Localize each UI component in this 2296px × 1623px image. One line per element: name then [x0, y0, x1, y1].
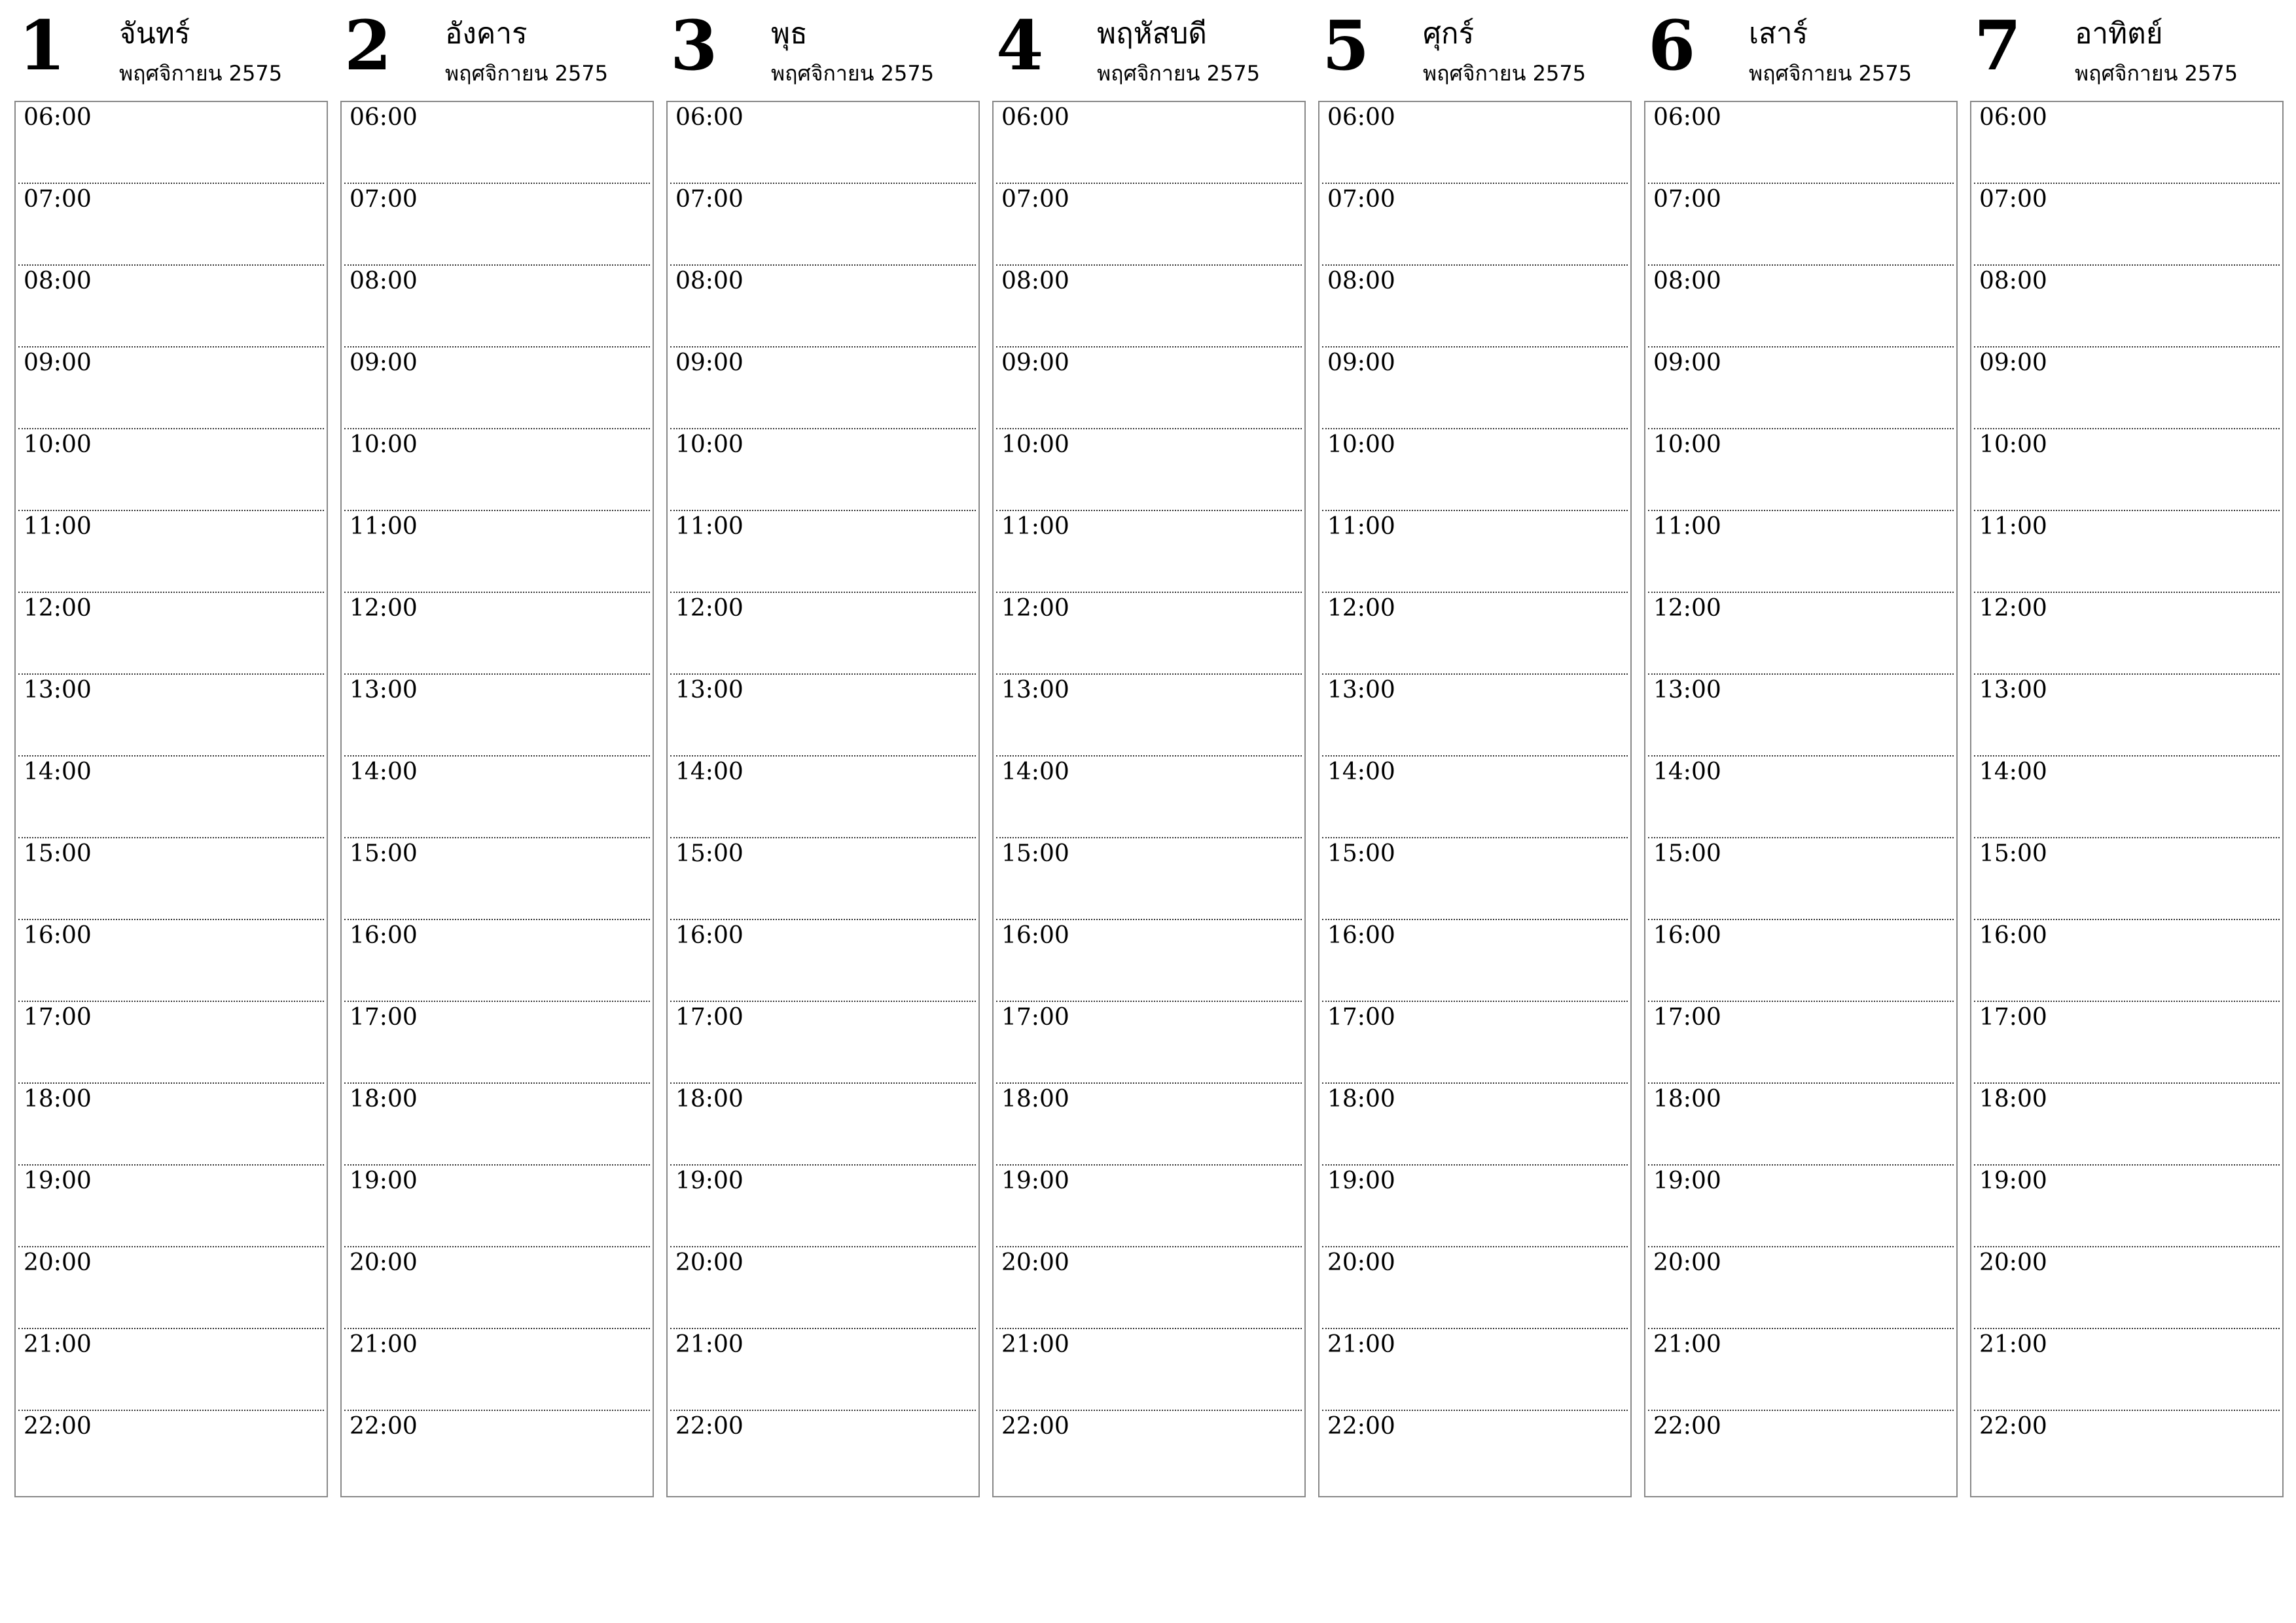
time-slot[interactable]: [344, 593, 650, 675]
time-label: 15:00: [1327, 840, 1395, 867]
time-label: 19:00: [1653, 1168, 1721, 1194]
time-label: 12:00: [1327, 595, 1395, 622]
time-label: 15:00: [675, 840, 744, 867]
time-slot[interactable]: [670, 348, 976, 429]
time-label: 21:00: [675, 1331, 744, 1358]
time-slot[interactable]: [670, 266, 976, 348]
day-month-year: พฤศจิกายน 2575: [119, 61, 283, 86]
time-slot[interactable]: [670, 1411, 976, 1493]
time-label: 13:00: [24, 677, 92, 704]
time-slot[interactable]: [1974, 1411, 2280, 1493]
time-label: 13:00: [1327, 677, 1395, 704]
time-slot[interactable]: [344, 184, 650, 266]
time-label: 17:00: [675, 1004, 744, 1031]
time-label: 15:00: [1653, 840, 1721, 867]
day-number: 3: [670, 5, 718, 86]
time-slot[interactable]: [1322, 1002, 1628, 1084]
time-slot[interactable]: [1648, 1002, 1954, 1084]
day-month-year: พฤศจิกายน 2575: [2075, 61, 2238, 86]
time-label: 07:00: [1001, 186, 1069, 213]
time-label: 19:00: [350, 1168, 418, 1194]
time-label: 13:00: [1979, 677, 2047, 704]
time-slot[interactable]: [18, 348, 324, 429]
time-slot[interactable]: [344, 511, 650, 593]
time-slot[interactable]: [1974, 348, 2280, 429]
time-label: 16:00: [675, 922, 744, 949]
time-slot[interactable]: [996, 184, 1302, 266]
time-label: 12:00: [675, 595, 744, 622]
time-slot[interactable]: [996, 266, 1302, 348]
time-label: 15:00: [1979, 840, 2047, 867]
time-slot[interactable]: [1648, 348, 1954, 429]
time-slot[interactable]: [996, 1247, 1302, 1329]
time-slot[interactable]: [670, 1166, 976, 1247]
time-slot[interactable]: [18, 757, 324, 838]
time-slot[interactable]: [996, 429, 1302, 511]
time-slot[interactable]: [1974, 1247, 2280, 1329]
time-slot[interactable]: [18, 429, 324, 511]
time-slot[interactable]: [344, 1166, 650, 1247]
time-label: 06:00: [1653, 104, 1721, 131]
time-label: 11:00: [675, 513, 744, 540]
time-label: 09:00: [1653, 349, 1721, 376]
time-slot[interactable]: [996, 511, 1302, 593]
time-label: 17:00: [1327, 1004, 1395, 1031]
time-slot[interactable]: [1322, 757, 1628, 838]
day-column: [14, 0, 328, 1499]
time-label: 10:00: [1653, 431, 1721, 458]
time-slot[interactable]: [18, 1166, 324, 1247]
time-label: 08:00: [1653, 268, 1721, 294]
time-slot[interactable]: [18, 511, 324, 593]
time-slot[interactable]: [670, 184, 976, 266]
time-slot[interactable]: [344, 266, 650, 348]
day-time-grid: [340, 101, 654, 1497]
day-month-year: พฤศจิกายน 2575: [1097, 61, 1261, 86]
time-slot[interactable]: [670, 1084, 976, 1166]
time-label: 22:00: [675, 1413, 744, 1440]
time-label: 16:00: [1979, 922, 2047, 949]
time-slot[interactable]: [1974, 266, 2280, 348]
time-slot[interactable]: [344, 675, 650, 757]
time-label: 14:00: [1653, 758, 1721, 785]
time-slot[interactable]: [1648, 675, 1954, 757]
day-header: [1318, 0, 1632, 101]
time-slot[interactable]: [1974, 429, 2280, 511]
time-slot[interactable]: [1648, 429, 1954, 511]
time-slot[interactable]: [1322, 348, 1628, 429]
time-slot[interactable]: [344, 348, 650, 429]
time-label: 18:00: [675, 1086, 744, 1113]
time-label: 19:00: [1979, 1168, 2047, 1194]
time-slot[interactable]: [344, 1247, 650, 1329]
time-label: 22:00: [1653, 1413, 1721, 1440]
time-label: 11:00: [1653, 513, 1721, 540]
time-slot[interactable]: [1322, 184, 1628, 266]
time-slot[interactable]: [1648, 1329, 1954, 1411]
time-label: 21:00: [1327, 1331, 1395, 1358]
time-label: 15:00: [24, 840, 92, 867]
time-label: 12:00: [1979, 595, 2047, 622]
time-slot[interactable]: [996, 920, 1302, 1002]
day-time-grid: [666, 101, 980, 1497]
time-slot[interactable]: [1322, 1329, 1628, 1411]
time-label: 21:00: [1653, 1331, 1721, 1358]
time-label: 10:00: [350, 431, 418, 458]
time-slot[interactable]: [1974, 675, 2280, 757]
day-time-grid: [1970, 101, 2284, 1497]
time-label: 21:00: [1001, 1331, 1069, 1358]
time-label: 10:00: [675, 431, 744, 458]
time-slot[interactable]: [1648, 1166, 1954, 1247]
day-name: อังคาร: [445, 17, 528, 50]
time-label: 13:00: [1001, 677, 1069, 704]
time-label: 18:00: [1327, 1086, 1395, 1113]
time-label: 09:00: [350, 349, 418, 376]
time-slot[interactable]: [344, 757, 650, 838]
time-label: 07:00: [350, 186, 418, 213]
time-label: 07:00: [24, 186, 92, 213]
time-slot[interactable]: [1648, 1084, 1954, 1166]
time-slot[interactable]: [1974, 920, 2280, 1002]
day-column: [1970, 0, 2284, 1499]
time-slot[interactable]: [18, 1002, 324, 1084]
time-slot[interactable]: [996, 675, 1302, 757]
day-name: อาทิตย์: [2075, 17, 2163, 50]
time-label: 22:00: [1001, 1413, 1069, 1440]
time-label: 18:00: [350, 1086, 418, 1113]
time-slot[interactable]: [670, 920, 976, 1002]
day-column: [992, 0, 1306, 1499]
time-label: 19:00: [24, 1168, 92, 1194]
time-label: 06:00: [675, 104, 744, 131]
day-number: 2: [344, 5, 392, 86]
time-slot[interactable]: [344, 102, 650, 184]
time-label: 18:00: [1001, 1086, 1069, 1113]
time-label: 08:00: [1001, 268, 1069, 294]
time-slot[interactable]: [18, 266, 324, 348]
time-label: 06:00: [1001, 104, 1069, 131]
time-label: 22:00: [24, 1413, 92, 1440]
time-slot[interactable]: [1322, 102, 1628, 184]
time-label: 21:00: [24, 1331, 92, 1358]
time-label: 13:00: [675, 677, 744, 704]
time-label: 11:00: [1001, 513, 1069, 540]
time-slot[interactable]: [344, 920, 650, 1002]
time-label: 17:00: [24, 1004, 92, 1031]
time-label: 19:00: [675, 1168, 744, 1194]
time-label: 14:00: [1001, 758, 1069, 785]
time-label: 14:00: [675, 758, 744, 785]
time-label: 08:00: [1979, 268, 2047, 294]
time-label: 14:00: [1979, 758, 2047, 785]
time-label: 16:00: [1327, 922, 1395, 949]
time-label: 20:00: [1653, 1249, 1721, 1276]
day-column: [666, 0, 980, 1499]
time-label: 14:00: [1327, 758, 1395, 785]
time-slot[interactable]: [670, 511, 976, 593]
day-time-grid: [1318, 101, 1632, 1497]
time-label: 12:00: [1653, 595, 1721, 622]
time-slot[interactable]: [996, 1084, 1302, 1166]
day-month-year: พฤศจิกายน 2575: [1749, 61, 1912, 86]
day-number: 1: [18, 5, 66, 86]
time-slot[interactable]: [18, 593, 324, 675]
time-label: 21:00: [1979, 1331, 2047, 1358]
time-slot[interactable]: [1322, 675, 1628, 757]
time-label: 16:00: [1001, 922, 1069, 949]
time-slot[interactable]: [1974, 1166, 2280, 1247]
time-label: 14:00: [350, 758, 418, 785]
time-label: 07:00: [1979, 186, 2047, 213]
day-name: จันทร์: [119, 17, 190, 50]
time-label: 18:00: [1979, 1086, 2047, 1113]
time-label: 08:00: [675, 268, 744, 294]
time-slot[interactable]: [670, 675, 976, 757]
time-slot[interactable]: [18, 1247, 324, 1329]
time-slot[interactable]: [996, 593, 1302, 675]
time-label: 08:00: [24, 268, 92, 294]
time-label: 20:00: [350, 1249, 418, 1276]
day-time-grid: [992, 101, 1306, 1497]
day-column: [1644, 0, 1958, 1499]
time-label: 13:00: [1653, 677, 1721, 704]
time-slot[interactable]: [670, 1002, 976, 1084]
time-slot[interactable]: [670, 838, 976, 920]
time-slot[interactable]: [1648, 511, 1954, 593]
time-slot[interactable]: [1974, 511, 2280, 593]
time-slot[interactable]: [996, 102, 1302, 184]
time-label: 09:00: [675, 349, 744, 376]
time-slot[interactable]: [344, 838, 650, 920]
time-slot[interactable]: [18, 1411, 324, 1493]
time-label: 10:00: [24, 431, 92, 458]
time-label: 10:00: [1979, 431, 2047, 458]
day-header: [1644, 0, 1958, 101]
time-slot[interactable]: [670, 1329, 976, 1411]
time-slot[interactable]: [670, 757, 976, 838]
time-slot[interactable]: [344, 1084, 650, 1166]
time-slot[interactable]: [1974, 102, 2280, 184]
time-slot[interactable]: [996, 757, 1302, 838]
time-slot[interactable]: [996, 838, 1302, 920]
time-label: 21:00: [350, 1331, 418, 1358]
time-label: 06:00: [24, 104, 92, 131]
time-label: 20:00: [1979, 1249, 2047, 1276]
time-slot[interactable]: [1322, 1084, 1628, 1166]
day-time-grid: [14, 101, 328, 1497]
day-name: พุธ: [771, 17, 808, 50]
time-slot[interactable]: [1648, 102, 1954, 184]
time-slot[interactable]: [18, 184, 324, 266]
time-slot[interactable]: [1974, 757, 2280, 838]
time-label: 17:00: [350, 1004, 418, 1031]
time-label: 15:00: [1001, 840, 1069, 867]
day-header: [992, 0, 1306, 101]
time-label: 17:00: [1653, 1004, 1721, 1031]
time-label: 16:00: [1653, 922, 1721, 949]
day-month-year: พฤศจิกายน 2575: [771, 61, 935, 86]
day-name: พฤหัสบดี: [1097, 17, 1208, 50]
time-label: 22:00: [1979, 1413, 2047, 1440]
time-slot[interactable]: [1974, 1329, 2280, 1411]
time-label: 20:00: [1001, 1249, 1069, 1276]
time-label: 16:00: [350, 922, 418, 949]
time-slot[interactable]: [1322, 1411, 1628, 1493]
time-slot[interactable]: [1648, 593, 1954, 675]
time-slot[interactable]: [1322, 920, 1628, 1002]
time-label: 06:00: [1327, 104, 1395, 131]
time-label: 20:00: [1327, 1249, 1395, 1276]
time-slot[interactable]: [18, 838, 324, 920]
time-label: 18:00: [24, 1086, 92, 1113]
time-label: 06:00: [1979, 104, 2047, 131]
time-slot[interactable]: [1648, 920, 1954, 1002]
day-month-year: พฤศจิกายน 2575: [1423, 61, 1587, 86]
time-slot[interactable]: [18, 920, 324, 1002]
time-label: 09:00: [1979, 349, 2047, 376]
time-slot[interactable]: [1648, 184, 1954, 266]
time-slot[interactable]: [1322, 266, 1628, 348]
time-label: 11:00: [24, 513, 92, 540]
time-label: 11:00: [1327, 513, 1395, 540]
time-label: 09:00: [1327, 349, 1395, 376]
day-month-year: พฤศจิกายน 2575: [445, 61, 609, 86]
time-slot[interactable]: [1648, 838, 1954, 920]
time-label: 12:00: [350, 595, 418, 622]
time-label: 17:00: [1979, 1004, 2047, 1031]
time-slot[interactable]: [996, 1166, 1302, 1247]
time-slot[interactable]: [344, 1002, 650, 1084]
time-label: 12:00: [24, 595, 92, 622]
time-label: 08:00: [1327, 268, 1395, 294]
time-label: 17:00: [1001, 1004, 1069, 1031]
day-column: [1318, 0, 1632, 1499]
time-slot[interactable]: [996, 1329, 1302, 1411]
time-slot[interactable]: [344, 1329, 650, 1411]
time-slot[interactable]: [1648, 757, 1954, 838]
time-label: 19:00: [1327, 1168, 1395, 1194]
time-slot[interactable]: [1322, 429, 1628, 511]
time-label: 22:00: [1327, 1413, 1395, 1440]
time-label: 20:00: [24, 1249, 92, 1276]
time-slot[interactable]: [996, 1411, 1302, 1493]
time-slot[interactable]: [18, 1329, 324, 1411]
day-header: [1970, 0, 2284, 101]
day-number: 4: [996, 5, 1044, 86]
time-slot[interactable]: [1974, 184, 2280, 266]
time-slot[interactable]: [1322, 1247, 1628, 1329]
day-name: ศุกร์: [1423, 17, 1475, 50]
time-slot[interactable]: [1322, 593, 1628, 675]
time-label: 10:00: [1327, 431, 1395, 458]
time-slot[interactable]: [1322, 838, 1628, 920]
time-slot[interactable]: [18, 102, 324, 184]
time-label: 07:00: [675, 186, 744, 213]
time-label: 20:00: [675, 1249, 744, 1276]
time-label: 11:00: [1979, 513, 2047, 540]
time-slot[interactable]: [670, 1247, 976, 1329]
time-slot[interactable]: [1974, 1002, 2280, 1084]
day-number: 7: [1974, 5, 2022, 86]
time-slot[interactable]: [670, 429, 976, 511]
time-label: 15:00: [350, 840, 418, 867]
time-slot[interactable]: [670, 593, 976, 675]
time-slot[interactable]: [18, 675, 324, 757]
time-label: 14:00: [24, 758, 92, 785]
time-label: 18:00: [1653, 1086, 1721, 1113]
day-header: [340, 0, 654, 101]
time-label: 22:00: [350, 1413, 418, 1440]
day-header: [14, 0, 328, 101]
time-label: 09:00: [24, 349, 92, 376]
time-label: 11:00: [350, 513, 418, 540]
time-slot[interactable]: [996, 1002, 1302, 1084]
day-header: [666, 0, 980, 101]
time-slot[interactable]: [1648, 1247, 1954, 1329]
day-column: [340, 0, 654, 1499]
time-slot[interactable]: [1648, 1411, 1954, 1493]
day-name: เสาร์: [1749, 17, 1808, 50]
day-number: 6: [1648, 5, 1696, 86]
time-slot[interactable]: [1648, 266, 1954, 348]
time-label: 08:00: [350, 268, 418, 294]
time-slot[interactable]: [1974, 838, 2280, 920]
time-slot[interactable]: [344, 429, 650, 511]
day-number: 5: [1322, 5, 1370, 86]
time-label: 07:00: [1327, 186, 1395, 213]
time-slot[interactable]: [18, 1084, 324, 1166]
day-time-grid: [1644, 101, 1958, 1497]
time-label: 12:00: [1001, 595, 1069, 622]
time-label: 16:00: [24, 922, 92, 949]
time-slot[interactable]: [1322, 511, 1628, 593]
time-label: 13:00: [350, 677, 418, 704]
time-label: 06:00: [350, 104, 418, 131]
time-label: 10:00: [1001, 431, 1069, 458]
time-slot[interactable]: [1322, 1166, 1628, 1247]
time-slot[interactable]: [344, 1411, 650, 1493]
time-slot[interactable]: [996, 348, 1302, 429]
time-label: 19:00: [1001, 1168, 1069, 1194]
time-slot[interactable]: [670, 102, 976, 184]
time-label: 07:00: [1653, 186, 1721, 213]
time-slot[interactable]: [1974, 593, 2280, 675]
time-label: 09:00: [1001, 349, 1069, 376]
time-slot[interactable]: [1974, 1084, 2280, 1166]
